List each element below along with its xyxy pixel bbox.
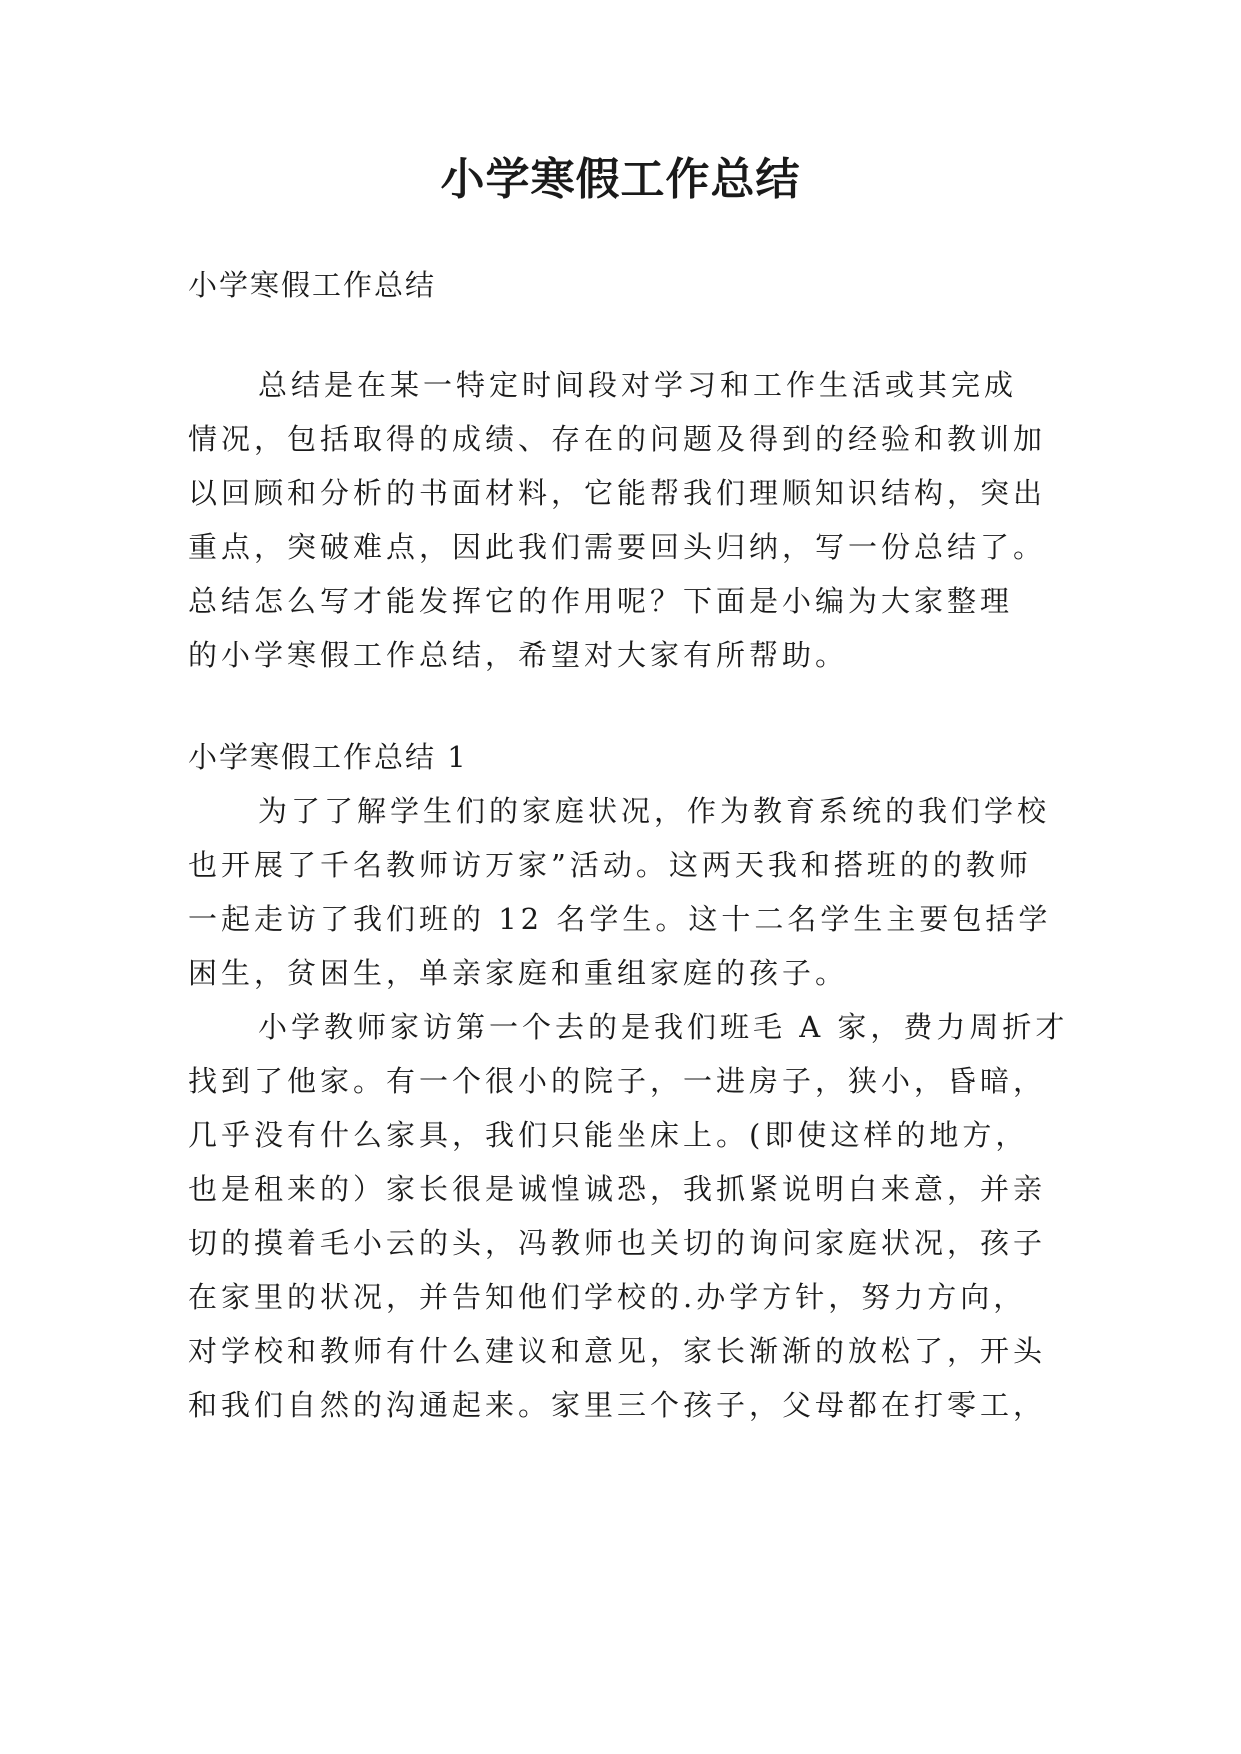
paragraph-line: 小学教师家访第一个去的是我们班毛 A 家，费力周折才	[258, 1010, 1069, 1044]
paragraph-line: 和我们自然的沟通起来。家里三个孩子，父母都在打零工，	[188, 1388, 1047, 1422]
paragraph-line: 在家里的状况，并告知他们学校的.办学方针，努力方向，	[188, 1280, 1027, 1314]
document-title: 小学寒假工作总结	[440, 154, 801, 205]
intro-line: 以回顾和分析的书面材料，它能帮我们理顺知识结构，突出	[188, 476, 1047, 510]
intro-line: 重点，突破难点，因此我们需要回头归纳，写一份总结了。	[188, 530, 1047, 564]
paragraph-line: 困生，贫困生，单亲家庭和重组家庭的孩子。	[188, 956, 849, 990]
intro-line: 的小学寒假工作总结，希望对大家有所帮助。	[188, 638, 849, 672]
document-subtitle: 小学寒假工作总结	[188, 268, 437, 302]
paragraph-line: 找到了他家。有一个很小的院子，一进房子，狭小，昏暗，	[188, 1064, 1047, 1098]
intro-line: 总结怎么写才能发挥它的作用呢？下面是小编为大家整理	[188, 584, 1014, 618]
paragraph-line: 为了了解学生们的家庭状况，作为教育系统的我们学校	[258, 794, 1051, 828]
paragraph-line: 几乎没有什么家具，我们只能坐床上。(即使这样的地方，	[188, 1118, 1029, 1152]
paragraph-line: 一起走访了我们班的 12 名学生。这十二名学生主要包括学	[188, 902, 1052, 936]
intro-line: 情况，包括取得的成绩、存在的问题及得到的经验和教训加	[188, 422, 1047, 456]
paragraph-line: 也开展了千名教师访万家”活动。这两天我和搭班的的教师	[188, 848, 1032, 882]
section-heading: 小学寒假工作总结 1	[188, 740, 468, 774]
paragraph-line: 切的摸着毛小云的头，冯教师也关切的询问家庭状况，孩子	[188, 1226, 1047, 1260]
intro-line: 总结是在某一特定时间段对学习和工作生活或其完成	[258, 368, 1018, 402]
paragraph-line: 对学校和教师有什么建议和意见，家长渐渐的放松了，开头	[188, 1334, 1047, 1368]
paragraph-line: 也是租来的）家长很是诚惶诚恐，我抓紧说明白来意，并亲	[188, 1172, 1047, 1206]
